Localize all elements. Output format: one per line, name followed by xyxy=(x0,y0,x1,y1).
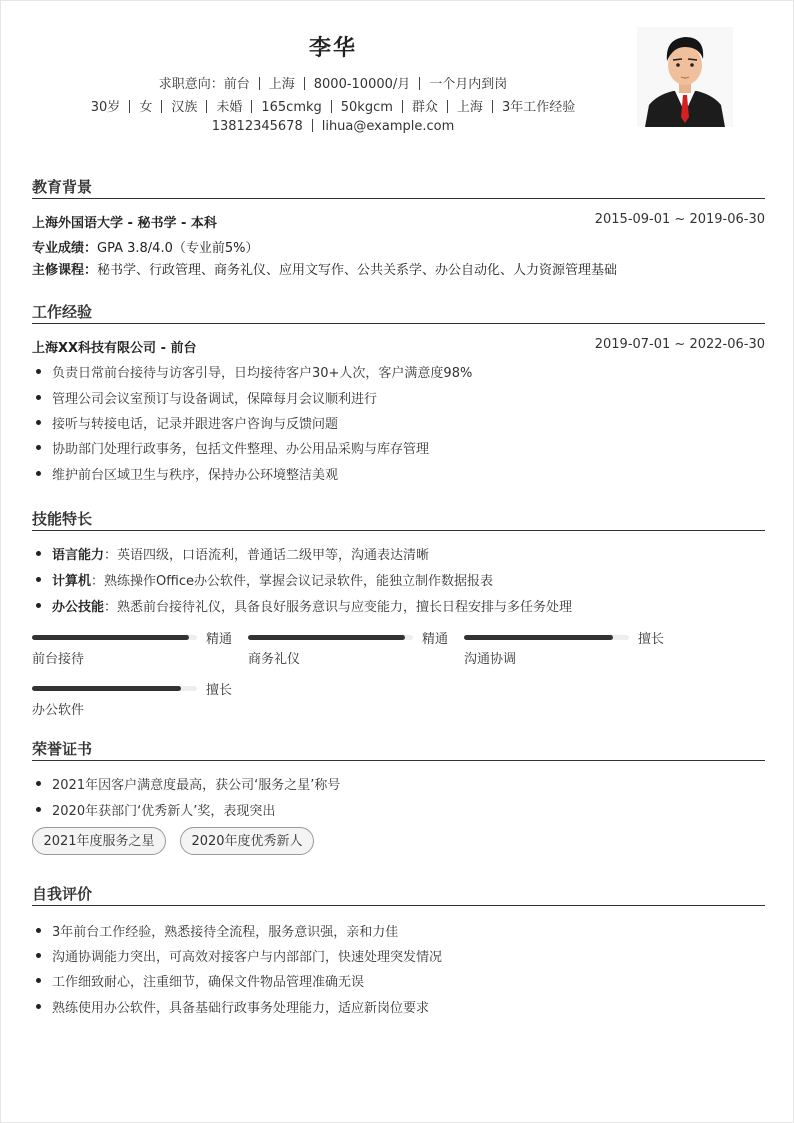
political-status: 群众 xyxy=(411,100,438,115)
skill-bar xyxy=(32,679,242,719)
weight: 50kgcm xyxy=(340,100,393,115)
skill-track xyxy=(464,635,629,640)
honor-tag: 2021年度服务之星 xyxy=(32,827,166,855)
salary: 8000-10000/月 xyxy=(313,77,411,92)
list-item: 协助部门处理行政事务，包括文件整理、办公用品采购与库存管理 xyxy=(32,438,765,457)
company-line: 上海XX科技有限公司 - 前台 xyxy=(32,341,197,356)
phone: 13812345678 xyxy=(211,119,303,134)
availability: 一个月内到岗 xyxy=(429,77,508,92)
skill-category: 办公技能 xyxy=(52,600,105,615)
divider xyxy=(32,530,765,531)
skill-level: 擅长 xyxy=(638,632,665,647)
list-item: 维护前台区域卫生与秩序，保持办公环境整洁美观 xyxy=(32,464,765,483)
education-entry xyxy=(32,212,765,231)
skill-name: 沟通协调 xyxy=(464,652,517,667)
residence: 上海 xyxy=(456,100,483,115)
age: 30岁 xyxy=(90,100,121,115)
skill-track xyxy=(248,635,413,640)
skill-bar xyxy=(32,628,242,668)
education-dates: 2015-09-01 ~ 2019-06-30 xyxy=(594,212,765,227)
gender: 女 xyxy=(139,100,153,115)
section-title-skills: 技能特长 xyxy=(32,510,93,528)
divider xyxy=(32,760,765,761)
skill-fill xyxy=(464,635,613,640)
candidate-name: 李华 xyxy=(308,36,357,61)
gpa-label: 专业成绩： xyxy=(32,241,98,256)
work-entry xyxy=(32,337,765,356)
list-item xyxy=(32,544,765,563)
divider xyxy=(32,198,765,199)
skill-level: 精通 xyxy=(422,632,449,647)
list-item: 工作细致耐心，注重细节，确保文件物品管理准确无误 xyxy=(32,971,765,990)
divider xyxy=(32,323,765,324)
email: lihua@example.com xyxy=(321,119,455,134)
height: 165cmkg xyxy=(261,100,322,115)
gpa-value: GPA 3.8/4.0（专业前5%） xyxy=(97,241,259,256)
ethnicity: 汉族 xyxy=(171,100,198,115)
list-item: 2021年因客户满意度最高，获公司‘服务之星’称号 xyxy=(32,774,765,793)
skill-name: 前台接待 xyxy=(32,652,85,667)
list-item: 负责日常前台接待与访客引导，日均接待客户30+人次，客户满意度98% xyxy=(32,362,765,381)
list-item: 2020年获部门‘优秀新人’奖，表现突出 xyxy=(32,800,765,819)
skill-level: 擅长 xyxy=(206,683,233,698)
personal-info-line xyxy=(1,96,665,115)
skill-fill xyxy=(32,686,181,691)
section-title-self-evaluation: 自我评价 xyxy=(32,885,93,903)
gpa-row xyxy=(32,237,765,256)
list-item: 3年前台工作经验，熟悉接待全流程，服务意识强，亲和力佳 xyxy=(32,921,765,940)
contact-line xyxy=(1,119,665,134)
skill-track xyxy=(32,686,197,691)
job-intention-line xyxy=(1,73,665,92)
skill-track xyxy=(32,635,197,640)
skill-name: 商务礼仪 xyxy=(248,652,301,667)
skill-fill xyxy=(32,635,189,640)
job-intention: 求职意向：前台 xyxy=(158,77,250,92)
courses-value: 秘书学、行政管理、商务礼仪、应用文写作、公共关系学、办公自动化、人力资源管理基础 xyxy=(97,263,618,278)
list-item xyxy=(32,570,765,589)
list-item: 管理公司会议室预订与设备调试，保障每月会议顺利进行 xyxy=(32,388,765,407)
marital-status: 未婚 xyxy=(216,100,243,115)
skill-description: ：熟悉前台接待礼仪，具备良好服务意识与应变能力，擅长日程安排与多任务处理 xyxy=(104,600,573,615)
honor-tag: 2020年度优秀新人 xyxy=(180,827,314,855)
avatar xyxy=(637,27,733,127)
divider xyxy=(32,905,765,906)
courses-label: 主修课程： xyxy=(32,263,98,278)
job-city: 上海 xyxy=(268,77,295,92)
skill-fill xyxy=(248,635,405,640)
list-item: 接听与转接电话，记录并跟进客户咨询与反馈问题 xyxy=(32,413,765,432)
list-item xyxy=(32,596,765,615)
school-line: 上海外国语大学 - 秘书学 - 本科 xyxy=(32,216,217,231)
section-title-work: 工作经验 xyxy=(32,303,93,321)
section-title-education: 教育背景 xyxy=(32,178,93,196)
list-item: 熟练使用办公软件，具备基础行政事务处理能力，适应新岗位要求 xyxy=(32,997,765,1016)
skill-bar xyxy=(248,628,458,668)
work-dates: 2019-07-01 ~ 2022-06-30 xyxy=(594,337,765,352)
courses-row xyxy=(32,259,765,278)
skill-level: 精通 xyxy=(206,632,233,647)
skill-bar xyxy=(464,628,674,668)
section-title-honors: 荣誉证书 xyxy=(32,740,93,758)
skill-name: 办公软件 xyxy=(32,703,85,718)
skill-description: ：熟练操作Office办公软件，掌握会议记录软件，能独立制作数据报表 xyxy=(91,574,493,589)
list-item: 沟通协调能力突出，可高效对接客户与内部部门，快速处理突发情况 xyxy=(32,946,765,965)
skill-category: 计算机 xyxy=(52,574,92,589)
experience-years: 3年工作经验 xyxy=(501,100,576,115)
skill-category: 语言能力 xyxy=(52,548,105,563)
skill-description: ：英语四级，口语流利，普通话二级甲等，沟通表达清晰 xyxy=(104,548,430,563)
